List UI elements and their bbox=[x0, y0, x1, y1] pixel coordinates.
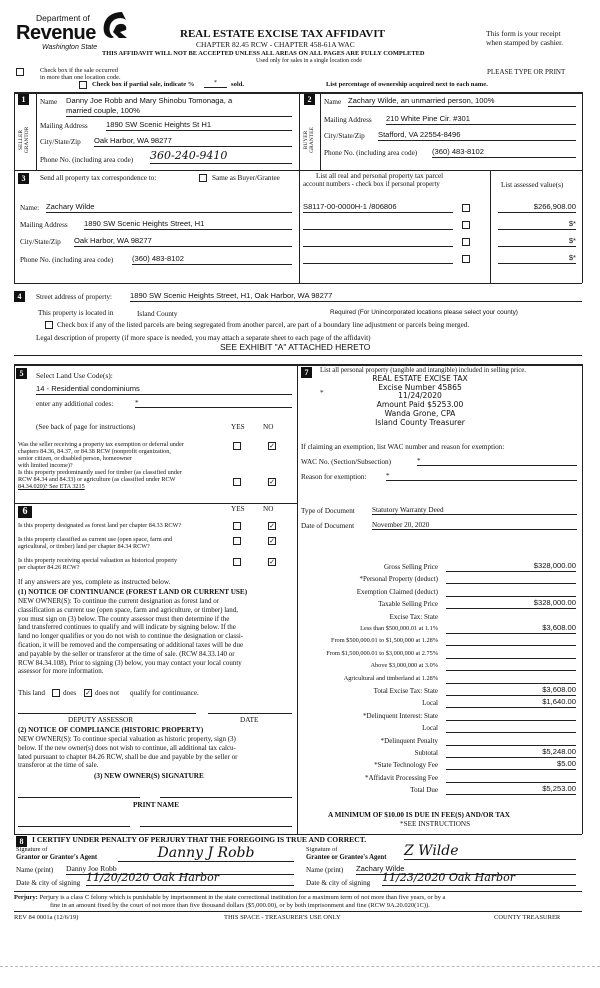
parcels-header: List all real and personal property tax parcel bbox=[316, 172, 444, 180]
mailing-label: Mailing Address bbox=[40, 122, 88, 130]
date-city-label: Date & city of signing bbox=[16, 879, 81, 887]
tax-row-label: Subtotal bbox=[414, 749, 438, 757]
signature-label: Grantor or Grantor's Agent bbox=[16, 854, 98, 861]
tax-row-value[interactable] bbox=[446, 711, 576, 721]
additional-codes-label: enter any additional codes: bbox=[36, 400, 114, 408]
grantor-date-field[interactable]: 11/20/2020 Oak Harbor bbox=[86, 872, 294, 886]
grantee-date-field[interactable]: 11/23/2020 Oak Harbor bbox=[382, 872, 576, 886]
buyer-city-field[interactable]: Stafford, VA 22554-8496 bbox=[378, 131, 576, 141]
section-number: 7 bbox=[301, 367, 312, 378]
certify-title: I CERTIFY UNDER PENALTY OF PERJURY THAT THE FOREGOING IS TRUE AND CORRECT. bbox=[32, 835, 367, 844]
yes-header: YES bbox=[231, 505, 245, 513]
does-qualify-checkbox[interactable] bbox=[52, 689, 60, 697]
tax-row-label: Above $3,000,000 at 3.0% bbox=[370, 662, 438, 670]
stamp-line: Island County Treasurer bbox=[375, 417, 465, 427]
logo-name: Revenue bbox=[16, 22, 96, 44]
mailing-label: Mailing Address bbox=[20, 221, 68, 229]
assessed-value-field[interactable]: $* bbox=[498, 220, 576, 230]
name-label: Name: bbox=[20, 204, 40, 212]
tax-row-value[interactable] bbox=[446, 674, 576, 684]
tax-row-label: *Delinquent Interest: State bbox=[362, 711, 438, 720]
assessed-value-field[interactable]: $* bbox=[498, 237, 576, 247]
question-text: per chapter 84.26 RCW? bbox=[18, 564, 80, 571]
tax-row-value[interactable]: $3,608.00 bbox=[446, 686, 576, 696]
buyer-phone-field[interactable]: (360) 483-8102 bbox=[432, 148, 576, 158]
notice-continuance-title: (1) NOTICE OF CONTINUANCE (FOREST LAND OR CURRENT USE) bbox=[18, 588, 248, 596]
tax-row-label: Total Excise Tax: State bbox=[373, 687, 438, 695]
stamp-line: Amount Paid $5253.00 bbox=[376, 400, 464, 410]
tax-row-value[interactable] bbox=[446, 636, 576, 646]
parcels-header: account numbers - check box if personal property bbox=[303, 181, 440, 188]
tax-row-label: Local bbox=[422, 699, 438, 708]
question-text: with limited income)? bbox=[18, 462, 73, 469]
county-select[interactable]: Island County bbox=[137, 310, 178, 318]
signature-label: Grantee or Grantee's Agent bbox=[306, 854, 387, 861]
tax-row-label: Gross Selling Price bbox=[383, 563, 438, 571]
section-number: 3 bbox=[18, 173, 29, 184]
stamp-line: 11/24/2020 bbox=[398, 391, 442, 401]
stamp-line: Wanda Grone, CPA bbox=[384, 408, 456, 418]
assessed-value-field[interactable]: $266,908.00 bbox=[498, 203, 576, 213]
tax-row-label: From $500,000.01 to $1,500,000 at 1.28% bbox=[330, 637, 438, 645]
if-yes-note: If any answers are yes, complete as instructed below. bbox=[18, 578, 171, 586]
legal-description-field[interactable]: SEE EXHIBIT "A" ATTACHED HERETO bbox=[220, 342, 371, 352]
this-land-label: This land bbox=[18, 689, 45, 697]
notice-line: NEW OWNER(S): To continue special valuation as historic property, sign (3) bbox=[18, 735, 236, 743]
phone-label: Phone No. (including area code) bbox=[40, 156, 134, 164]
warning: THIS AFFIDAVIT WILL NOT BE ACCEPTED UNLESS ALL AREAS ON ALL PAGES ARE FULLY COMPLETED bbox=[102, 50, 425, 57]
tax-row-value[interactable] bbox=[446, 736, 576, 746]
tax-row-label: From $1,500,000.01 to $3,000,000 at 2.75% bbox=[326, 649, 438, 657]
grantee-name-field[interactable]: Zachary Wilde bbox=[356, 865, 576, 875]
yes-header: YES bbox=[231, 423, 245, 431]
name-label: Name bbox=[40, 98, 58, 106]
forest-no-checkbox[interactable]: ✓ bbox=[269, 522, 275, 530]
reason-label: Reason for exemption: bbox=[301, 473, 367, 481]
partial-sold-label: sold. bbox=[231, 81, 245, 88]
personal-property-field[interactable]: * bbox=[320, 389, 324, 397]
logo-state: Washington State bbox=[42, 44, 98, 51]
seller-city-field[interactable]: Oak Harbor, WA 98277 bbox=[94, 137, 292, 147]
qualify-label: qualify for continuance. bbox=[130, 689, 199, 697]
tax-row-value[interactable] bbox=[446, 649, 576, 659]
timber-yes-checkbox[interactable] bbox=[233, 478, 241, 486]
tax-row-value[interactable]: $3,608.00 bbox=[446, 624, 576, 634]
seller-name-field[interactable]: Danny Joe Robb and Mary Shinobu Tomonaga, a bbox=[66, 96, 233, 105]
revenue-logo-icon bbox=[100, 8, 130, 40]
print-name-label: PRINT NAME bbox=[133, 801, 179, 809]
section-number: 5 bbox=[16, 368, 27, 379]
county-treasurer-label: COUNTY TREASURER bbox=[494, 914, 561, 921]
tax-row-label: *State Technology Fee bbox=[374, 761, 438, 770]
perjury-label: Perjury: bbox=[14, 894, 38, 901]
section-number: 1 bbox=[18, 94, 29, 105]
section-number: 6 bbox=[18, 506, 32, 518]
buyer-grantee-label: BUYER GRANTEE bbox=[303, 127, 315, 153]
notice-line: transferor at the time of sale. bbox=[18, 761, 99, 770]
personal-property-checkbox[interactable] bbox=[462, 255, 470, 263]
tax-row-value[interactable] bbox=[446, 574, 576, 584]
city-label: City/State/Zip bbox=[40, 138, 81, 146]
tax-row-label: Exemption Claimed (deduct) bbox=[356, 587, 438, 596]
stamp-line: REAL ESTATE EXCISE TAX bbox=[372, 374, 468, 383]
minimum-due-note: A MINIMUM OF $10.00 IS DUE IN FEE(S) AND/OR TAX bbox=[328, 811, 510, 819]
historic-no-checkbox[interactable]: ✓ bbox=[269, 558, 275, 566]
question-text: RCW 84.34 and 84.33) or agriculture (as classified under RCW bbox=[18, 476, 176, 483]
tax-row-label: Taxable Selling Price bbox=[378, 600, 438, 609]
question-text: 84.34.020)? See ETA 3215 bbox=[18, 483, 85, 490]
notice-line: classification as current use (open space, farm and agriculture, or timber) land, bbox=[18, 605, 239, 614]
section-number: 8 bbox=[16, 836, 27, 847]
correspondence-city-field[interactable]: Oak Harbor, WA 98277 bbox=[74, 237, 292, 247]
date-label: DATE bbox=[240, 716, 259, 724]
doc-type-label: Type of Document bbox=[301, 507, 355, 515]
tax-row-label: *Personal Property (deduct) bbox=[359, 575, 438, 584]
notice-line: fication, it will be removed and the compensating or additional taxes will be due bbox=[18, 640, 244, 649]
question-text: Is this property receiving special valuation as historical property bbox=[18, 557, 178, 564]
date-city-label: Date & city of signing bbox=[306, 879, 371, 887]
phone-label: Phone No. (including area code) bbox=[20, 256, 114, 264]
buyer-name-field[interactable]: Zachary Wilde, an unmarried person, 100% bbox=[348, 97, 576, 107]
tax-row-value[interactable] bbox=[446, 723, 576, 733]
land-use-code-field[interactable]: 14 - Residential condominiums bbox=[36, 385, 292, 395]
notice-line: lated pursuant to chapter 84.26 RCW, shall be due and payable by the seller or bbox=[18, 752, 238, 761]
land-use-label: Select Land Use Code(s): bbox=[36, 371, 113, 380]
correspondence-name-field[interactable]: Zachary Wilde bbox=[46, 203, 292, 213]
tax-row-label: Total Due bbox=[410, 786, 438, 795]
tax-row-value[interactable] bbox=[446, 661, 576, 671]
tax-row-label: Agricultural and timberland at 1.28% bbox=[343, 674, 438, 682]
tax-row-label: Excise Tax: State bbox=[389, 612, 438, 621]
does-label: does bbox=[63, 689, 77, 697]
stamp-line: Excise Number 45865 bbox=[378, 382, 462, 392]
name-print-label: Name (print) bbox=[306, 866, 344, 874]
current-use-yes-checkbox[interactable] bbox=[233, 537, 241, 545]
tax-row-value[interactable]: $328,000.00 bbox=[446, 562, 576, 572]
segregated-checkbox[interactable] bbox=[45, 321, 53, 329]
phone-label: Phone No. (including area code) bbox=[324, 149, 418, 157]
wac-field[interactable]: * bbox=[417, 457, 577, 466]
no-header: NO bbox=[263, 505, 274, 513]
tax-row-value[interactable]: $5,248.00 bbox=[446, 748, 576, 758]
tax-row-label: Less than $500,000.01 at 1.1% bbox=[360, 625, 438, 632]
section-number: 4 bbox=[14, 291, 25, 302]
name-label: Name bbox=[324, 98, 342, 106]
notice-line: and payable by the seller or transferor at the time of sale. (RCW 84.33.140 or bbox=[18, 649, 235, 658]
notice-line: land transferred continues to qualify and will indicate by signing below. If the bbox=[18, 623, 236, 632]
assessed-value-field[interactable]: $* bbox=[498, 254, 576, 264]
parcel-account-field[interactable] bbox=[303, 220, 453, 230]
please-type: PLEASE TYPE OR PRINT bbox=[487, 68, 566, 76]
multi-location-label: Check box if the sale occurred bbox=[40, 67, 118, 74]
tax-row-value[interactable]: $5,253.00 bbox=[446, 785, 576, 795]
section-number: 2 bbox=[304, 94, 315, 105]
doc-date-label: Date of Document bbox=[301, 522, 355, 530]
notice-line: below. If the new owner(s) does not wish to continue, all additional tax calcu- bbox=[18, 743, 236, 752]
does-not-label: does not bbox=[95, 689, 120, 697]
tax-row-label: *Affidavit Processing Fee bbox=[365, 773, 438, 782]
tax-row-label: *Delinquent Penalty bbox=[380, 736, 438, 745]
notice-line: RCW 84.34.108). Prior to signing (3) below, you may contact your local county bbox=[18, 658, 242, 667]
question-text: Was the seller receiving a property tax exemption or deferral under bbox=[18, 441, 184, 448]
question-text: Is this property classified as current use (open space, farm and bbox=[18, 536, 173, 543]
treasurer-stamp bbox=[355, 375, 485, 427]
see-instructions-note: *SEE INSTRUCTIONS bbox=[400, 820, 471, 828]
instructions-note: (See back of page for instructions) bbox=[36, 423, 136, 431]
partial-sale-label: Check box if partial sale, indicate % bbox=[92, 81, 195, 88]
deputy-assessor-label: DEPUTY ASSESSOR bbox=[68, 716, 134, 724]
tax-row-value[interactable] bbox=[446, 587, 576, 597]
personal-property-checkbox[interactable] bbox=[462, 238, 470, 246]
notice-compliance-text bbox=[18, 735, 237, 770]
no-header: NO bbox=[263, 423, 274, 431]
reason-field[interactable]: * bbox=[386, 472, 577, 481]
doc-type-field[interactable]: Statutory Warranty Deed bbox=[372, 506, 577, 515]
required-note: Required (For Unincorporated locations please select your county) bbox=[330, 309, 518, 316]
personal-property-label: List all personal property (tangible and intangible) included in selling price. bbox=[320, 367, 526, 374]
notice-line: assessor for more information. bbox=[18, 667, 104, 676]
parcel-account-field[interactable]: S8117-00-0000H-1 /806806 bbox=[303, 203, 453, 213]
grantor-name-field[interactable]: Danny Joe Robb bbox=[66, 865, 294, 875]
parcel-account-field[interactable] bbox=[303, 237, 453, 247]
property-street-field[interactable]: 1890 SW Scenic Heights Street, H1, Oak Harbor, WA 98277 bbox=[130, 292, 582, 302]
located-label: This property is located in bbox=[38, 309, 114, 317]
perjury-text: fine in an amount fixed by the court of not more than five thousand dollars ($5,000.00), or by both imprisonment and fine (RCW 9A.20.020(1C)). bbox=[50, 902, 430, 909]
correspondence-phone-field[interactable]: (360) 483-8102 bbox=[132, 255, 292, 265]
seller-name-field-2[interactable]: married couple, 100% bbox=[66, 107, 292, 117]
tax-row-value[interactable]: $5.00 bbox=[446, 760, 576, 770]
signature-label: Signature of bbox=[306, 846, 338, 853]
notice-compliance-title: (2) NOTICE OF COMPLIANCE (HISTORIC PROPERTY) bbox=[18, 726, 204, 734]
mailing-label: Mailing Address bbox=[324, 116, 372, 124]
grantor-signature-field[interactable]: Danny J Robb bbox=[118, 845, 294, 862]
tax-row-value[interactable]: $1,640.00 bbox=[446, 698, 576, 708]
wac-label: WAC No. (Section/Subsection) bbox=[301, 458, 392, 466]
parcel-account-field[interactable] bbox=[303, 254, 453, 264]
correspondence-mailing-field[interactable]: 1890 SW Scenic Heights Street, H1 bbox=[84, 220, 292, 230]
personal-property-checkbox[interactable] bbox=[462, 221, 470, 229]
exemption-no-checkbox[interactable]: ✓ bbox=[269, 442, 275, 450]
tax-row-value[interactable] bbox=[446, 773, 576, 783]
timber-no-checkbox[interactable]: ✓ bbox=[269, 478, 275, 486]
partial-sale-checkbox[interactable] bbox=[79, 81, 87, 89]
exemption-label: If claiming an exemption, list WAC number and reason for exemption: bbox=[301, 443, 505, 451]
doc-date-field[interactable]: November 20, 2020 bbox=[372, 521, 577, 530]
question-text: Is this property designated as forest land per chapter 84.33 RCW? bbox=[18, 522, 182, 529]
city-label: City/State/Zip bbox=[324, 132, 365, 140]
grantee-signature-field[interactable]: Z Wilde bbox=[404, 843, 576, 860]
form-id: REV 84 0001a (12/6/19) bbox=[14, 914, 79, 921]
assessed-value-header: List assessed value(s) bbox=[501, 181, 564, 189]
does-not-qualify-checkbox[interactable]: ✓ bbox=[85, 689, 91, 697]
tax-row-value[interactable]: $328,000.00 bbox=[446, 599, 576, 609]
forest-yes-checkbox[interactable] bbox=[233, 522, 241, 530]
receipt-note: This form is your receipt bbox=[486, 29, 561, 38]
ownership-note: List percentage of ownership acquired next to each name. bbox=[326, 81, 488, 88]
question-text: chapters 84.36, 84.37, or 84.38 RCW (nonprofit organization, bbox=[18, 448, 171, 455]
question-text: senior citizen, or disabled person, homeowner bbox=[18, 455, 132, 462]
logo-dept: Department of bbox=[36, 13, 90, 23]
form-title: REAL ESTATE EXCISE TAX AFFIDAVIT bbox=[180, 28, 385, 40]
receipt-note: when stamped by cashier. bbox=[486, 38, 564, 47]
buyer-mailing-field[interactable]: 210 White Pine Cir. #301 bbox=[386, 115, 576, 125]
additional-codes-field[interactable]: * bbox=[135, 399, 292, 408]
question-text: Is this property predominantly used for timber (as classified under bbox=[18, 469, 182, 476]
personal-property-checkbox[interactable] bbox=[462, 204, 470, 212]
name-print-label: Name (print) bbox=[16, 866, 54, 874]
legal-label: Legal description of property (if more space is needed, you may attach a separate sheet to each page of the affidavit) bbox=[36, 334, 371, 342]
notice-continuance-text bbox=[18, 597, 243, 676]
city-label: City/State/Zip bbox=[20, 238, 61, 246]
current-use-no-checkbox[interactable]: ✓ bbox=[269, 537, 275, 545]
segregated-label: Check box if any of the listed parcels are being segregated from another parcel, are part of a boundary line adjustment or parcels being merged. bbox=[57, 321, 470, 329]
correspondence-label: Send all property tax correspondence to: bbox=[40, 174, 157, 182]
treasurer-use-note: THIS SPACE - TREASURER'S USE ONLY bbox=[224, 914, 341, 921]
perjury-text: Perjury is a class C felony which is punishable by imprisonment in the state correctional institution for a maximum term of not more than five years, or by a bbox=[39, 894, 446, 901]
single-location-note: Used only for sales in a single location code bbox=[256, 58, 362, 64]
multi-location-checkbox[interactable] bbox=[16, 68, 24, 76]
exemption-yes-checkbox[interactable] bbox=[233, 442, 241, 450]
seller-phone-field[interactable]: 360-240-9410 bbox=[150, 150, 292, 164]
same-as-buyer-checkbox[interactable] bbox=[199, 174, 207, 182]
notice-line: NEW OWNER(S): To continue the current designation as forest land or bbox=[18, 597, 220, 605]
same-as-buyer-label: Same as Buyer/Grantee bbox=[212, 174, 280, 182]
street-label: Street address of property: bbox=[36, 293, 113, 301]
notice-line: land no longer qualifies or you do not wish to continue the designation or classi- bbox=[18, 632, 244, 641]
seller-grantor-label: SELLER GRANTOR bbox=[18, 126, 30, 154]
chapter: CHAPTER 82.45 RCW - CHAPTER 458-61A WAC bbox=[196, 40, 355, 49]
new-owner-signature-title: (3) NEW OWNER(S) SIGNATURE bbox=[94, 772, 204, 780]
historic-yes-checkbox[interactable] bbox=[233, 558, 241, 566]
tax-row-label: Local bbox=[422, 724, 438, 733]
question-text: agricultural, or timber) land per chapter 84.34 RCW? bbox=[18, 543, 150, 550]
multi-location-label: in more than one location code. bbox=[40, 74, 121, 81]
signature-label: Signature of bbox=[16, 846, 48, 853]
partial-percent-field[interactable]: * bbox=[204, 80, 227, 88]
seller-mailing-field[interactable]: 1890 SW Scenic Heights St H1 bbox=[106, 121, 292, 131]
notice-line: you must sign on (3) below. The county assessor must then determine if the bbox=[18, 614, 230, 623]
